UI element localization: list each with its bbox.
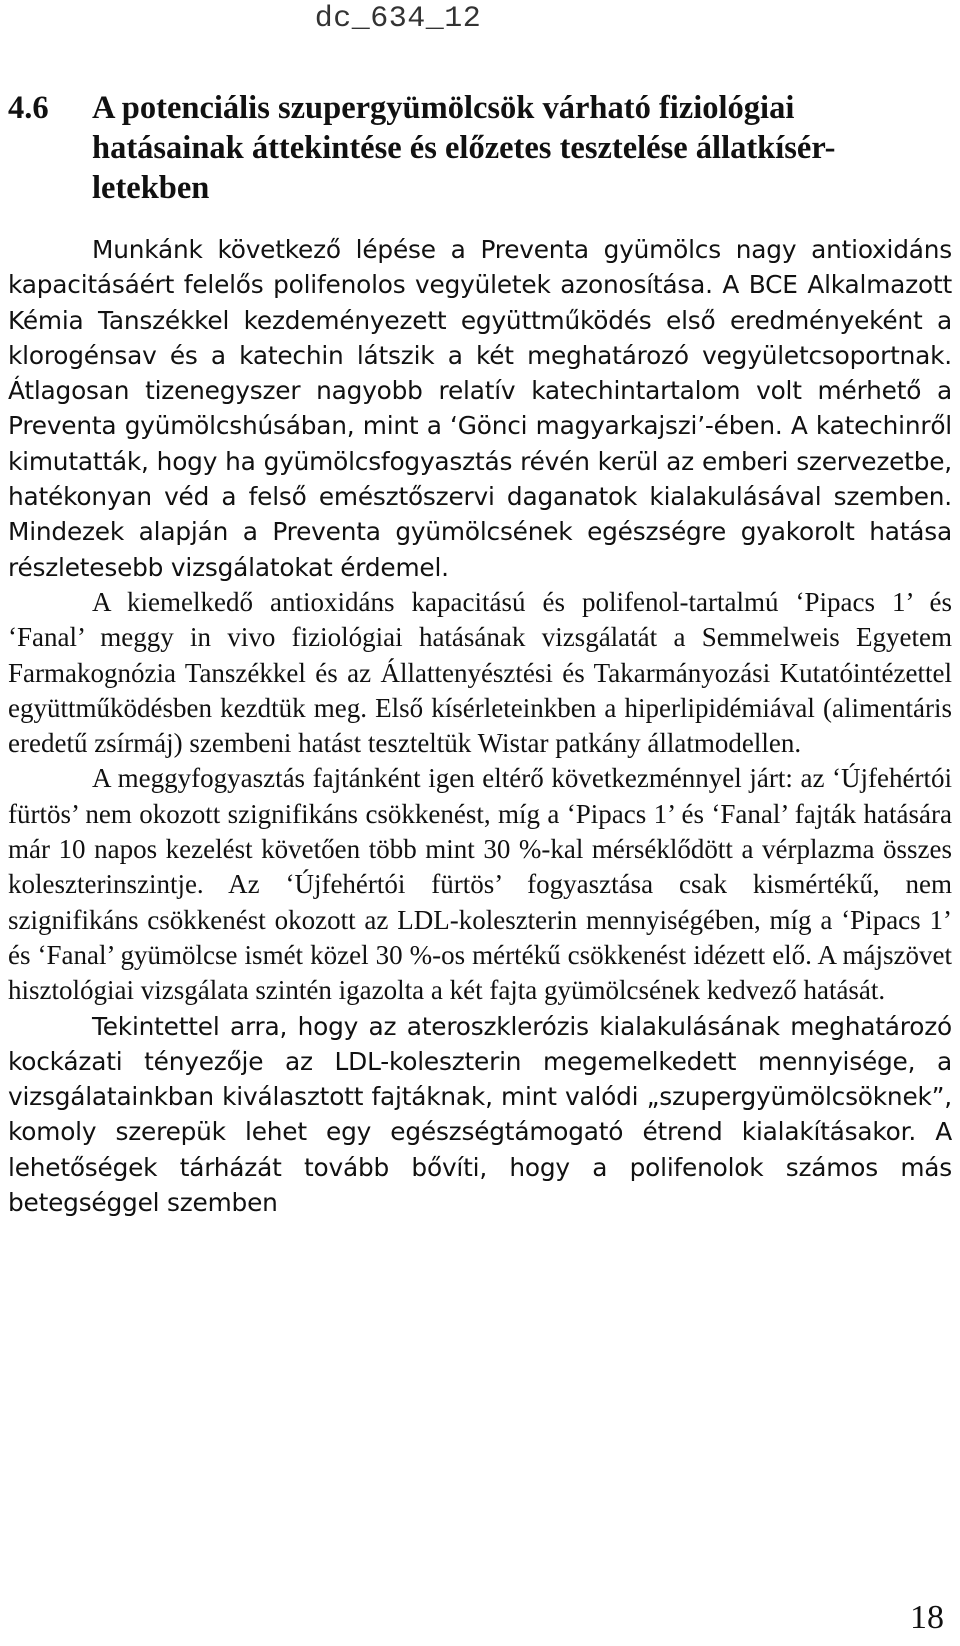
paragraph: A kiemelkedő antioxidáns kapacitású és polifenol-tartalmú ‘Pipacs 1’ és ‘Fanal’ meggy in vivo fiziológiai hatásának vizsgálatát a Semmelweis Egyetem Farmakognózia Tanszékkel és az Állattenyésztési és Takarmányozási Kutatóintézettel együttműködésben kezdtük meg. Első kísérleteinkben a hiperlipidémiával (alimentáris eredetű zsírmáj) szembeni hatást teszteltük Wistar patkány állatmodellen. bbox=[8, 586, 952, 759]
document-id: dc_634_12 bbox=[314, 2, 482, 36]
paragraph: A meggyfogyasztás fajtánként igen eltérő következménnyel járt: az ‘Újfehértói fürtös’ nem okozott szignifikáns csökkenést, míg a ‘Pipacs 1’ és ‘Fanal’ fajták hatására már 10 napos kezelést követően több mint 30 %-kal mérséklődött a vérplazma összes koleszterinszintje. Az ‘Újfehértói fürtös’ fogyasztása csak kismértékű, nem szignifikáns csökkenést okozott az LDL-koleszterin mennyiségében, míg a ‘Pipacs 1’ és ‘Fanal’ gyümölcse ismét közel 30 %-os mértékű csökkenést idézett elő. A májszövet hisztológiai vizsgálata szintén igazolta a két fajta gyümölcsének kedvező hatását. bbox=[8, 763, 952, 1006]
paragraph: Tekintettel arra, hogy az ateroszklerózis kialakulásának meghatározó kockázati tényezője az LDL-koleszterin megemelkedett mennyisége, a vizsgálatainkban kiválasztott fajtáknak, mint valódi „szupergyümölcsöknek”, komoly szerepük lehet egy egészségtámogató étrend kialakításakor. A lehetőségek tárházát tovább bővíti, hogy a polifenolok számos más betegséggel szemben bbox=[8, 1011, 952, 1218]
section-heading bbox=[8, 88, 948, 208]
section-title: A potenciális szupergyümölcsök várható fiziológiai hatásainak áttekintése és előzetes tesztelése állatkísér-letekben bbox=[92, 90, 836, 206]
page-number: 18 bbox=[910, 1599, 944, 1636]
paragraph: Munkánk következő lépése a Preventa gyümölcs nagy antioxidáns kapacitásáért felelős polifenolos vegyületek azonosítása. A BCE Alkalmazott Kémia Tanszékkel kezdeményezett együttműködés első eredményeként a klorogénsav és a katechin látszik a két meghatározó vegyületcsoportnak. Átlagosan tizenegyszer nagyobb relatív katechintartalom volt mérhető a Preventa gyümölcshúsában, mint a ‘Gönci magyarkajszi’-ében. A katechinről kimutatták, hogy ha gyümölcsfogyasztás révén kerül az emberi szervezetbe, hatékonyan véd a felső emésztőszervi daganatok kialakulásával szemben. Mindezek alapján a Preventa gyümölcsének egészségre gyakorolt hatása részletesebb vizsgálatokat érdemel. bbox=[8, 235, 952, 582]
body-text bbox=[8, 232, 952, 1220]
section-number: 4.6 bbox=[8, 90, 49, 126]
